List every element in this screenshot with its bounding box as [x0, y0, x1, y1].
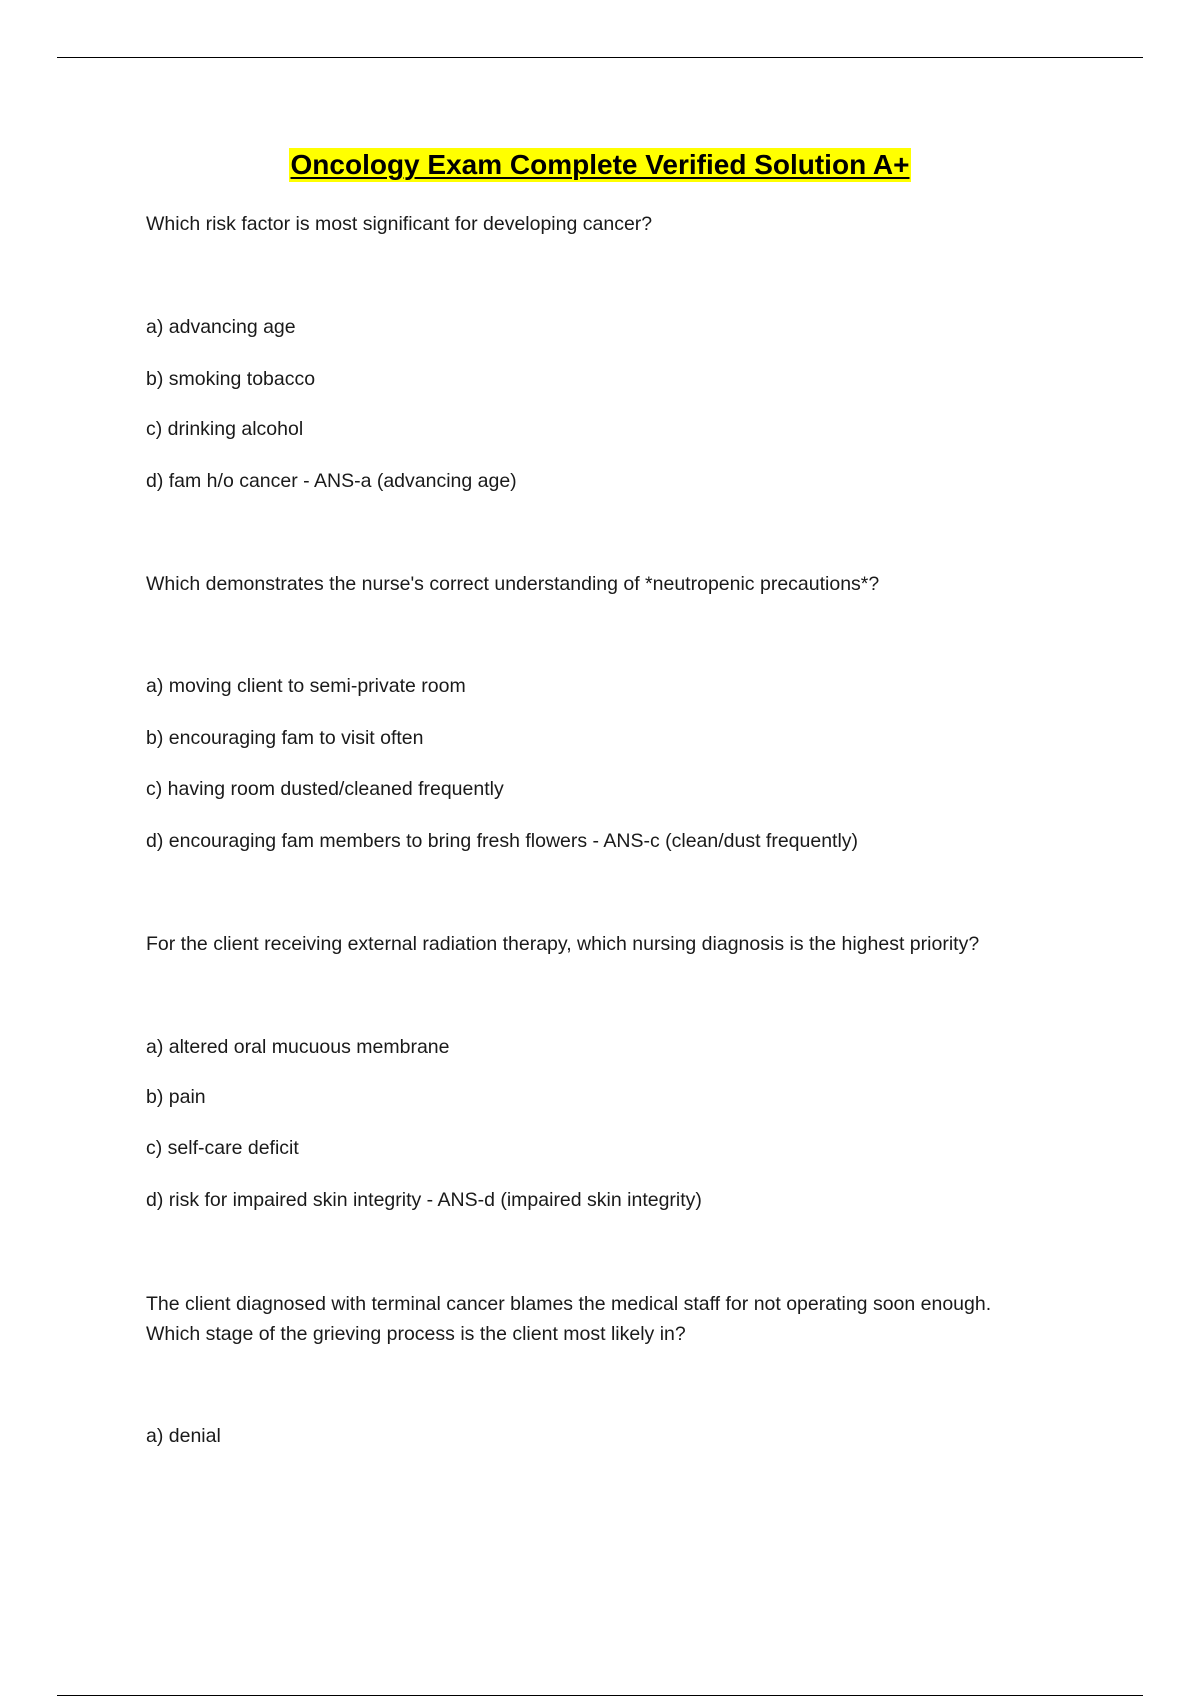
question-3-stem: For the client receiving external radiation therapy, which nursing diagnosis is the highest priority? [146, 933, 980, 955]
question-1-option-a: a) advancing age [146, 316, 296, 338]
document-title: Oncology Exam Complete Verified Solution A+ [290, 149, 910, 180]
question-2-option-d-answer: d) encouraging fam members to bring fresh flowers - ANS-c (clean/dust frequently) [146, 830, 859, 852]
question-4-option-a: a) denial [146, 1425, 221, 1447]
question-4-stem-line-2: Which stage of the grieving process is the client most likely in? [146, 1323, 686, 1345]
question-3-option-b: b) pain [146, 1086, 206, 1108]
title-container [0, 148, 1200, 182]
question-1-option-c: c) drinking alcohol [146, 418, 304, 440]
bottom-rule [57, 1695, 1143, 1696]
question-2-option-c: c) having room dusted/cleaned frequently [146, 778, 504, 800]
question-3-option-d-answer: d) risk for impaired skin integrity - ANS-d (impaired skin integrity) [146, 1189, 702, 1211]
question-2-option-a: a) moving client to semi-private room [146, 675, 466, 697]
question-2-stem: Which demonstrates the nurse's correct understanding of *neutropenic precautions*? [146, 573, 880, 595]
question-2-option-b: b) encouraging fam to visit often [146, 727, 424, 749]
top-rule [57, 57, 1143, 58]
question-1-option-d-answer: d) fam h/o cancer - ANS-a (advancing age) [146, 470, 517, 492]
question-1-option-b: b) smoking tobacco [146, 368, 316, 390]
question-3-option-c: c) self-care deficit [146, 1137, 299, 1159]
question-4-stem-line-1: The client diagnosed with terminal cancer blames the medical staff for not operating soon enough. [146, 1293, 992, 1315]
question-1-stem: Which risk factor is most significant for developing cancer? [146, 213, 653, 235]
question-3-option-a: a) altered oral mucuous membrane [146, 1036, 450, 1058]
